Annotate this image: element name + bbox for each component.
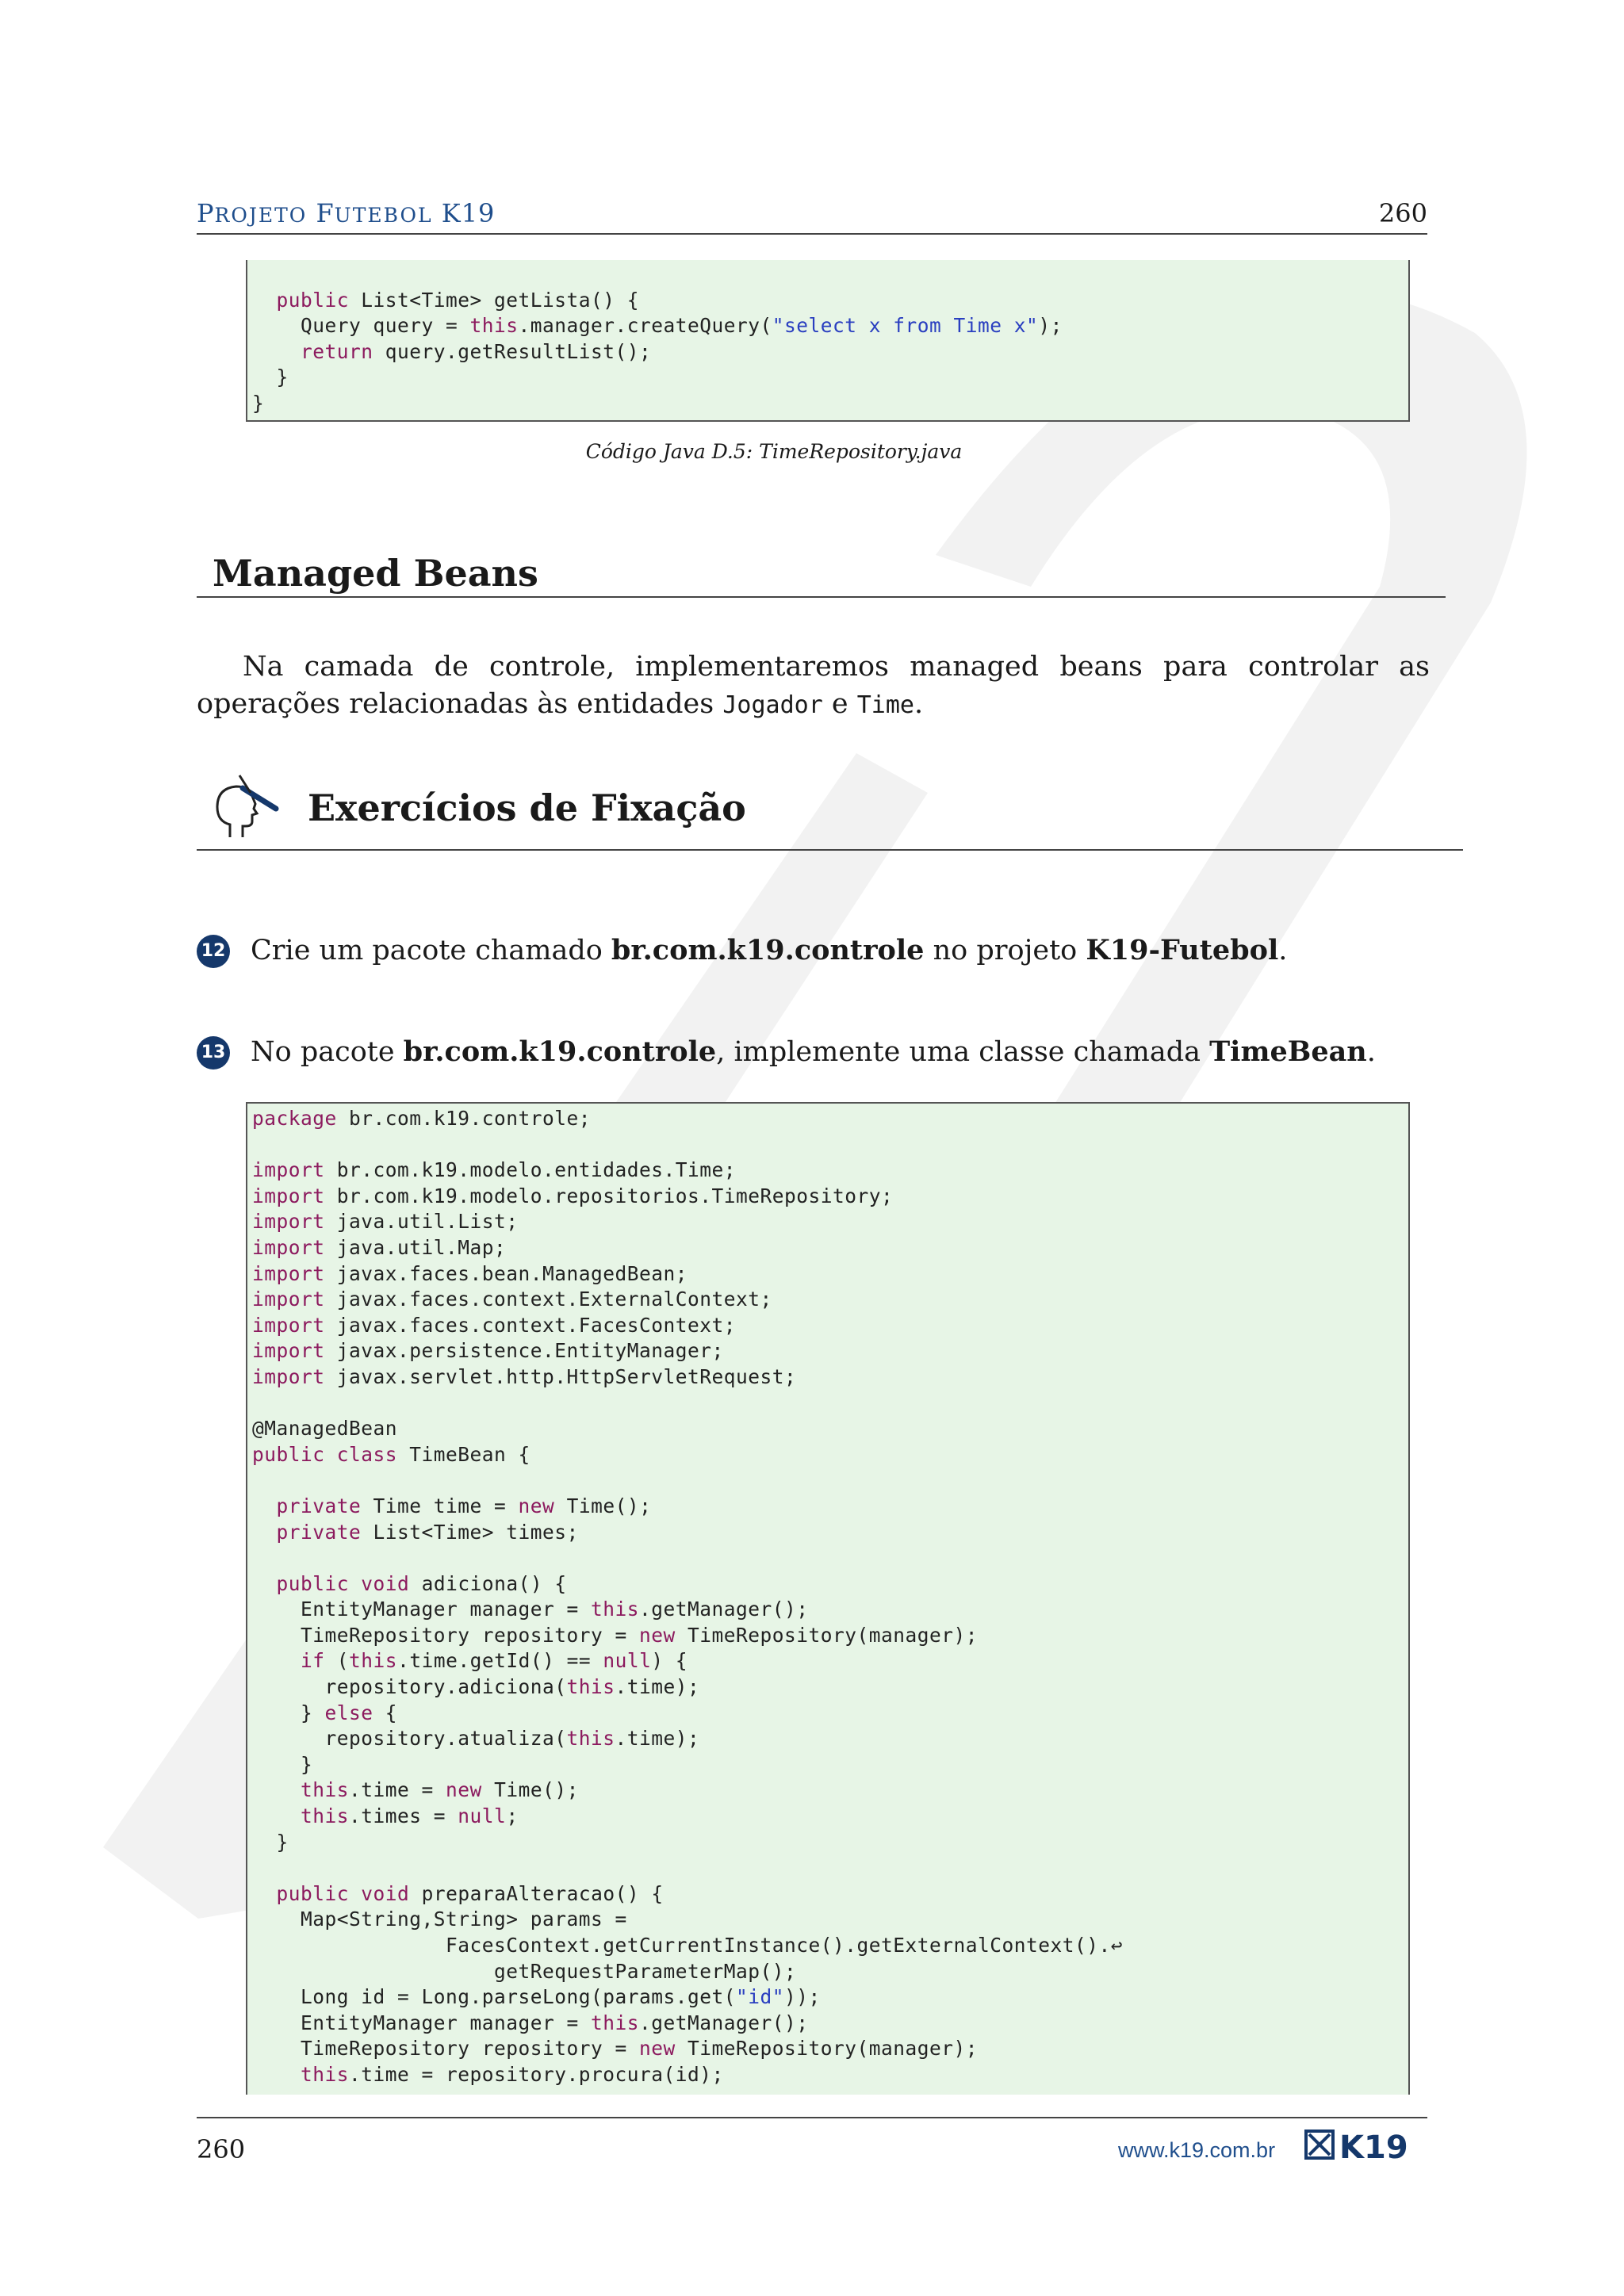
code-keyword: import <box>252 1313 325 1337</box>
code-caption: Código Java D.5: TimeRepository.java <box>585 440 963 463</box>
code-token <box>252 340 301 363</box>
exercises-title: Exercícios de Fixação <box>308 786 746 829</box>
code-token: .times = <box>349 1804 458 1828</box>
code-token <box>252 1494 277 1517</box>
code-keyword: this <box>469 314 519 338</box>
code-keyword: import <box>252 1364 325 1388</box>
code-keyword: public <box>252 1442 325 1466</box>
code-token: ); <box>1038 314 1063 338</box>
code-token: } <box>252 1752 313 1776</box>
thinking-head-icon <box>208 769 281 842</box>
section-rule <box>197 596 1446 598</box>
code-text <box>252 1830 289 1856</box>
code-keyword: package <box>252 1107 337 1130</box>
code-token: ) { <box>651 1649 688 1673</box>
code-token: Map<String,String> params = <box>252 1908 627 1931</box>
code-token: br.com.k19.modelo.repositorios.TimeRepository; <box>324 1184 894 1207</box>
code-token: .manager.createQuery( <box>518 314 772 338</box>
footer-rule <box>197 2117 1427 2118</box>
code-token: .getManager(); <box>639 2011 809 2034</box>
code-text <box>252 1726 699 1752</box>
code-token: @ManagedBean <box>252 1417 398 1441</box>
code-text <box>252 365 289 391</box>
code-token: Time(); <box>554 1494 652 1517</box>
code-token: TimeRepository(manager); <box>675 2037 979 2061</box>
code-token: getRequestParameterMap(); <box>252 1959 797 1983</box>
code-keyword: this <box>566 1675 615 1699</box>
code-text <box>252 1494 651 1520</box>
code-text <box>252 1752 312 1778</box>
code-token: javax.persistence.EntityManager; <box>324 1339 724 1363</box>
code-keyword: public <box>276 288 350 312</box>
code-text <box>252 288 639 314</box>
code-token: Query query = <box>252 314 470 338</box>
running-title: PROJETO FUTEBOL K19 <box>197 198 496 228</box>
code-keyword: this <box>301 1804 350 1828</box>
code-text <box>252 1106 591 1132</box>
code-keyword: public <box>276 1881 350 1905</box>
code-token: } <box>252 1701 325 1724</box>
code-token: javax.faces.context.FacesContext; <box>324 1313 737 1337</box>
code-token: List<Time> getLista() { <box>349 288 640 312</box>
code-token: Time(); <box>481 1778 579 1802</box>
section-title: Managed Beans <box>213 552 538 595</box>
code-token <box>252 1649 301 1672</box>
code-token: FacesContext.getCurrentInstance().getExternalContext().↩ <box>252 1934 1124 1957</box>
code-text <box>252 1338 724 1364</box>
code-token: .time.getId() == <box>397 1649 603 1673</box>
code-keyword: this <box>591 2011 640 2034</box>
code-text <box>252 1701 397 1727</box>
code-token: EntityManager manager = <box>252 1598 592 1621</box>
code-text <box>252 1442 530 1468</box>
code-keyword: import <box>252 1235 325 1259</box>
code-token: .getManager(); <box>639 1598 809 1621</box>
code-token: br.com.k19.modelo.entidades.Time; <box>324 1158 737 1182</box>
code-keyword: else <box>324 1701 373 1724</box>
code-keyword: if <box>301 1649 325 1673</box>
code-token: } <box>252 1830 289 1854</box>
code-token: TimeBean { <box>397 1442 530 1466</box>
code-text <box>252 1287 772 1313</box>
code-keyword: new <box>446 1778 482 1802</box>
code-token: TimeRepository repository = <box>252 1623 640 1647</box>
code-token: TimeRepository repository = <box>252 2037 640 2061</box>
code-token <box>349 1882 361 1905</box>
code-text <box>252 2062 724 2088</box>
inline-code-jogador: Jogador <box>722 691 823 719</box>
exercise-number-badge: 12 <box>197 935 230 968</box>
exercise-number-badge: 13 <box>197 1036 230 1070</box>
code-token: Time time = <box>361 1494 519 1517</box>
code-text <box>252 1674 699 1701</box>
code-text <box>252 339 651 365</box>
code-keyword: void <box>361 1571 410 1595</box>
code-token: preparaAlteracao() { <box>409 1881 664 1905</box>
code-keyword: private <box>276 1494 362 1517</box>
code-token <box>252 1572 277 1595</box>
code-text <box>252 1571 567 1598</box>
code-token: ; <box>506 1804 519 1828</box>
code-text <box>252 1907 627 1933</box>
code-token: TimeRepository(manager); <box>675 1623 979 1647</box>
code-keyword: import <box>252 1261 325 1285</box>
header-page-number: 260 <box>1378 198 1427 228</box>
code-token: )); <box>784 1985 821 2009</box>
code-keyword: class <box>336 1442 398 1466</box>
code-token <box>252 289 277 312</box>
code-text <box>252 1209 519 1235</box>
code-text <box>252 1881 664 1908</box>
code-token: query.getResultList(); <box>373 339 652 363</box>
code-text <box>252 2011 809 2037</box>
code-token: javax.servlet.http.HttpServletRequest; <box>324 1364 797 1388</box>
code-keyword: public <box>276 1571 350 1595</box>
code-keyword: void <box>361 1881 410 1905</box>
code-text <box>252 1364 796 1391</box>
code-keyword: import <box>252 1288 325 1311</box>
code-text <box>252 1235 506 1261</box>
code-keyword: import <box>252 1184 325 1207</box>
code-keyword: return <box>301 339 373 363</box>
code-token: } <box>252 391 265 415</box>
code-text <box>252 1777 579 1804</box>
svg-text:K19: K19 <box>1339 2130 1408 2164</box>
code-token: .time = <box>349 1778 446 1802</box>
code-text <box>252 1158 736 1184</box>
code-text <box>252 1184 893 1210</box>
k19-logo <box>1304 2126 1431 2164</box>
code-string: "id" <box>736 1985 785 2009</box>
code-keyword: this <box>349 1649 398 1673</box>
code-token: adiciona() { <box>409 1571 567 1595</box>
exercises-rule <box>197 849 1463 851</box>
code-text <box>252 2036 978 2062</box>
exercise-13: 13 No pacote br.com.k19.controle, implemente uma classe chamada TimeBean. <box>197 1035 1376 1070</box>
code-text <box>252 1520 579 1546</box>
code-keyword: this <box>566 1727 615 1751</box>
code-keyword: null <box>603 1649 652 1673</box>
code-text <box>252 1804 519 1830</box>
code-string: "select x from Time x" <box>772 314 1039 338</box>
code-token: br.com.k19.controle; <box>336 1107 592 1130</box>
code-keyword: import <box>252 1210 325 1234</box>
code-text <box>252 1261 688 1288</box>
code-token <box>325 1443 337 1466</box>
code-keyword: this <box>591 1598 640 1621</box>
code-text <box>252 1623 978 1649</box>
code-keyword: private <box>276 1520 362 1544</box>
code-token: javax.faces.context.ExternalContext; <box>324 1288 772 1311</box>
code-token <box>252 1882 277 1905</box>
header-rule <box>197 233 1427 235</box>
code-token: { <box>373 1701 398 1724</box>
code-text <box>252 1416 397 1442</box>
code-text <box>252 391 264 417</box>
code-keyword: new <box>639 1623 676 1647</box>
code-token <box>252 1778 301 1801</box>
code-token <box>349 1572 361 1595</box>
code-text <box>252 1648 688 1674</box>
code-token <box>252 1521 277 1544</box>
code-token: } <box>252 365 289 389</box>
code-text <box>252 1933 1123 1959</box>
code-keyword: this <box>301 2062 350 2086</box>
code-token: EntityManager manager = <box>252 2011 592 2034</box>
code-keyword: this <box>301 1778 350 1802</box>
code-token: List<Time> times; <box>361 1520 579 1544</box>
code-keyword: null <box>458 1804 507 1828</box>
code-token: java.util.List; <box>324 1210 519 1234</box>
code-token: .time); <box>615 1727 700 1751</box>
code-token: .time); <box>615 1675 700 1699</box>
code-text <box>252 1984 821 2011</box>
code-text <box>252 1313 736 1339</box>
code-text <box>252 1597 809 1623</box>
code-text <box>252 1959 796 1985</box>
code-keyword: new <box>639 2037 676 2061</box>
code-token: .time = repository.procura(id); <box>349 2062 724 2086</box>
code-token: Long id = Long.parseLong(params.get( <box>252 1985 737 2009</box>
code-token <box>252 1804 301 1827</box>
code-token: repository.adiciona( <box>252 1675 567 1699</box>
footer-url: www.k19.com.br <box>1118 2138 1276 2162</box>
code-keyword: import <box>252 1158 325 1182</box>
code-token <box>252 2063 301 2086</box>
code-token: repository.atualiza( <box>252 1727 567 1751</box>
inline-code-time: Time <box>856 691 914 719</box>
code-token: java.util.Map; <box>324 1235 507 1259</box>
code-token: javax.faces.bean.ManagedBean; <box>324 1261 688 1285</box>
code-keyword: import <box>252 1339 325 1363</box>
code-token: ( <box>324 1649 350 1673</box>
exercise-12: 12 Crie um pacote chamado br.com.k19.controle no projeto K19-Futebol. <box>197 934 1287 968</box>
code-text <box>252 313 1063 339</box>
footer-page-number: 260 <box>197 2134 246 2164</box>
section-paragraph: Na camada de controle, implementaremos managed beans para controlar as operações relacionadas às entidades Jogador e Time. <box>197 651 1430 720</box>
code-keyword: new <box>518 1494 555 1517</box>
